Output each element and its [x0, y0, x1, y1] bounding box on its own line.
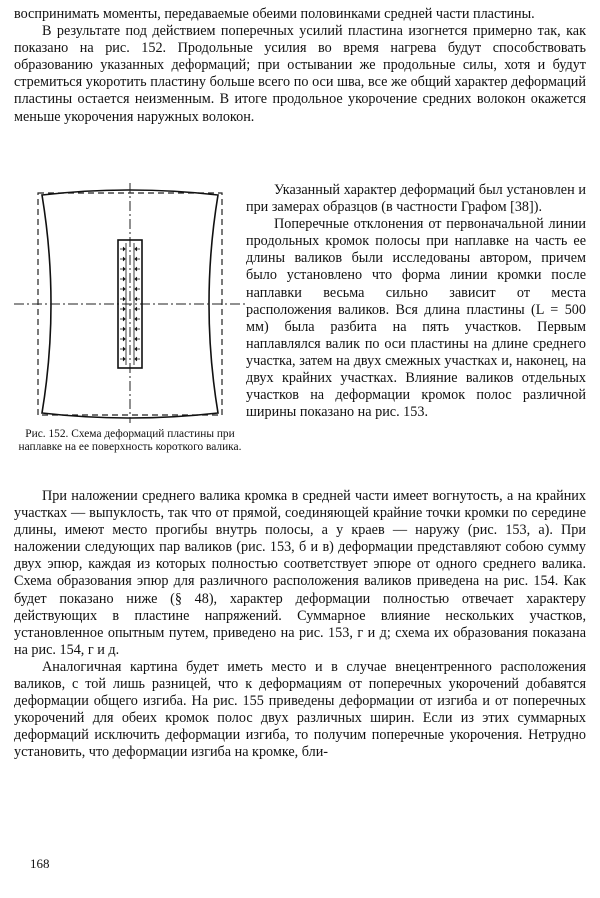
bottom-text-block [14, 488, 586, 762]
right-text-block [246, 182, 586, 421]
figure-caption: Рис. 152. Схема деформаций пластины при наплавке на ее поверхность короткого валика. [18, 428, 242, 453]
page-number: 168 [30, 856, 50, 871]
paragraph-eccentric: Аналогичная картина будет иметь место и в случае внецентренного расположения валиков, с той лишь разницей, что к деформациям от поперечных укорочений добавятся деформации общего изгиба. На рис. 155 приведены деформации от изгиба и от поперечных укорочений для обеих кромок полос двух различных ширин. Если из этих суммарных деформаций исключить деформации изгиба, то получим поперечные укорочения. Нетрудно установить, что деформации изгиба на кромке, бли- [14, 658, 586, 761]
top-text-block [14, 6, 586, 126]
plate-deformation-diagram [14, 183, 246, 423]
paragraph-established: Указанный характер деформаций был установлен и при замерах образцов (в частности Графом [38]). [246, 182, 586, 216]
paragraph-continuation: воспринимать моменты, передаваемые обеими половинками средней части пластины. [14, 6, 535, 22]
paragraph-deviations: Поперечные отклонения от первоначальной линии продольных кромок полосы при наплавке на часть ее длины валиков были исследованы автором, причем было установлено что форма линии кромки после наплавки весьма сильно зависит от места расположения валиков. Вся длина пластины (L = 500 мм) была разбита на пять участков. Первым наплавлялся валик по оси пластины на длине среднего участка, затем на двух смежных участках и, наконец, на двух крайних участках. Влияние валиков отдельных участков на деформации кромок полос различной ширины показано на рис. 153. [246, 216, 586, 421]
paragraph-deformation: В результате под действием поперечных усилий пластина изогнется примерно так, как показано на рис. 152. Продольные усилия во время нагрева будут способствовать образованию указанных деформаций; при остывании же продольные силы, хотя и будут стремиться укоротить пластину больше всего по оси шва, все же общий характер деформаций пластины остается неизменным. В итоге продольное укорочение средних волокон окажется меньше укорочения наружных волокон. [14, 23, 586, 125]
paragraph-middle-bead: При наложении среднего валика кромка в средней части имеет вогнутость, а на крайних участках — выпуклость, так что от прямой, соединяющей крайние точки кромки по середине длины, имеют место прогибы внутрь полосы, а у краев — наружу (рис. 153, а). При наложении следующих пар валиков (рис. 153, б и в) деформации представляют собою сумму двух эпюр, каждая из которых полностью соответствует эпюре от одного среднего валика. Схема образования эпюр для различного расположения валиков приведена на рис. 154. Как будет показано ниже (§ 48), характер деформации полностью отвечает характеру действующих в пластине напряжений. Суммарное влияние нескольких участков, установленное опытным путем, приведено на рис. 153, г и д; схема их образования показана на рис. 154, г и д. [14, 488, 586, 658]
